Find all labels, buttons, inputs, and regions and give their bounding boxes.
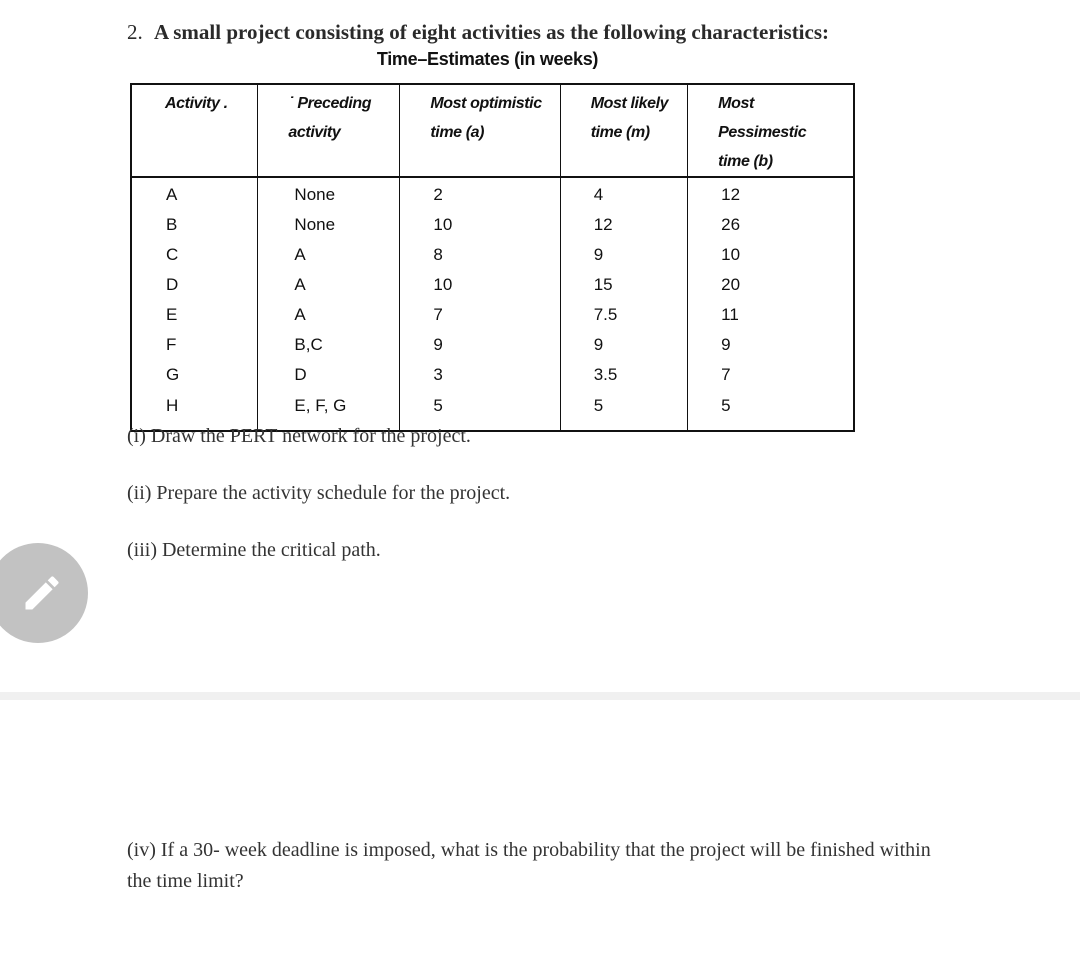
question-title (127, 20, 829, 45)
cell-preceding: A (258, 270, 400, 300)
cell-activity: C (166, 245, 179, 264)
subquestion-2: (ii) Prepare the activity schedule for the project. (127, 482, 511, 504)
cell-activity: G (166, 365, 180, 384)
cell-preceding: None (258, 210, 400, 240)
cell-preceding: D (258, 360, 400, 390)
cell-pessimistic: 9 (688, 330, 854, 360)
subquestion-1: (i) Draw the PERT network for the project. (127, 425, 471, 447)
table-row (131, 210, 854, 240)
pencil-icon (20, 571, 64, 615)
cell-optimistic: 3 (400, 360, 560, 390)
cell-pessimistic: 11 (688, 300, 854, 330)
cell-preceding: None (258, 177, 400, 210)
cell-pessimistic: 5 (688, 390, 854, 431)
cell-activity: B (166, 215, 178, 234)
cell-optimistic: 7 (400, 300, 560, 330)
cell-optimistic: 8 (400, 240, 560, 270)
cell-preceding: E, F, G (258, 390, 400, 431)
cell-likely: 12 (560, 210, 687, 240)
table-row (131, 330, 854, 360)
table-caption: Time–Estimates (in weeks) (376, 49, 599, 69)
table-row (131, 177, 854, 210)
cell-likely: 15 (560, 270, 687, 300)
time-estimates-table (130, 83, 855, 432)
cell-pessimistic: 26 (688, 210, 854, 240)
table-row (131, 270, 854, 300)
cell-activity: A (166, 185, 178, 204)
header-pessimistic-time: Most Pessimestic time (b) (688, 84, 854, 177)
cell-activity: E (166, 305, 178, 324)
cell-activity: H (166, 396, 179, 415)
cell-likely: 7.5 (560, 300, 687, 330)
cell-pessimistic: 7 (688, 360, 854, 390)
cell-pessimistic: 10 (688, 240, 854, 270)
cell-optimistic: 2 (400, 177, 560, 210)
cell-preceding: B,C (258, 330, 400, 360)
cell-likely: 9 (560, 330, 687, 360)
cell-optimistic: 10 (400, 270, 560, 300)
cell-pessimistic: 20 (688, 270, 854, 300)
header-activity: Activity . (131, 84, 258, 177)
cell-optimistic: 10 (400, 210, 560, 240)
table-header-row (131, 84, 854, 177)
cell-activity: D (166, 275, 179, 294)
cell-activity: F (166, 335, 177, 354)
table-row (131, 300, 854, 330)
cell-likely: 9 (560, 240, 687, 270)
cell-preceding: A (258, 300, 400, 330)
cell-optimistic: 5 (400, 390, 560, 431)
cell-likely: 3.5 (560, 360, 687, 390)
section-divider (0, 692, 1080, 700)
edit-button[interactable] (0, 543, 88, 643)
table-row (131, 360, 854, 390)
header-likely-time: Most likely time (m) (560, 84, 687, 177)
header-optimistic-time: Most optimistic time (a) (400, 84, 560, 177)
cell-preceding: A (258, 240, 400, 270)
cell-optimistic: 9 (400, 330, 560, 360)
question-number: 2. (127, 20, 143, 44)
cell-pessimistic: 12 (688, 177, 854, 210)
subquestion-4: (iv) If a 30- week deadline is imposed, what is the probability that the project will be finished within the time limit? (127, 839, 931, 892)
header-preceding-activity: ˙ Preceding activity (258, 84, 400, 177)
cell-likely: 4 (560, 177, 687, 210)
table-row (131, 240, 854, 270)
subquestion-3: (iii) Determine the critical path. (127, 539, 381, 561)
cell-likely: 5 (560, 390, 687, 431)
question-text: A small project consisting of eight activities as the following characteristics: (154, 20, 830, 44)
